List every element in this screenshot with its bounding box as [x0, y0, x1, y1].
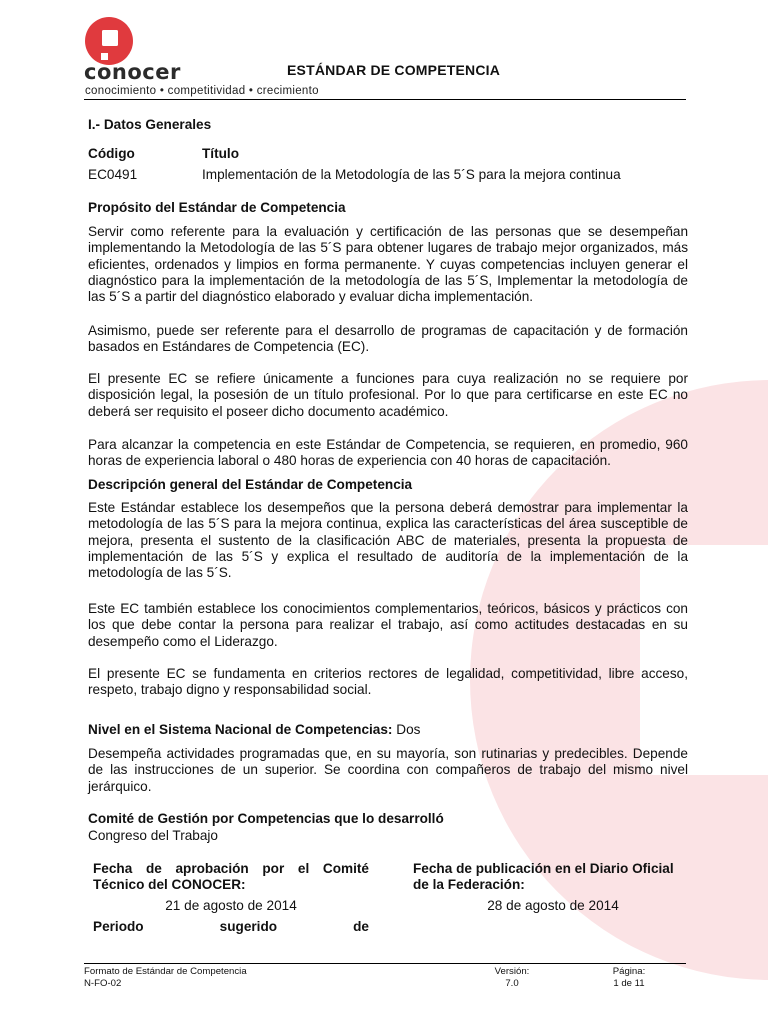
footer-version-value: 7.0: [505, 978, 519, 989]
codigo-label: Código: [88, 146, 135, 161]
logo-tagline: conocimiento • competitividad • crecimiento: [85, 85, 319, 97]
proposito-paragraph: El presente EC se refiere únicamente a funciones para cuya realización no se requiere por disposición legal, la posesión de un título profesional. Por lo que para certificarse en este EC no deberá ser requisito el poseer dicho documento académico.: [88, 371, 688, 419]
footer-format-name: Formato de Estándar de Competencia: [84, 966, 247, 977]
section-heading-proposito: Propósito del Estándar de Competencia: [88, 200, 346, 215]
section-heading-descripcion: Descripción general del Estándar de Competencia: [88, 477, 413, 492]
descripcion-paragraph: Este EC también establece los conocimientos complementarios, teóricos, básicos y prácticos con los que debe contar la persona para realizar el trabajo, así como actitudes destacadas en su desempeño como el Liderazgo.: [88, 601, 688, 649]
nivel-description: Desempeña actividades programadas que, en su mayoría, son rutinarias y predecibles. Depende de las instrucciones de un superior. Se coordina con compañeros de trabajo del mismo nivel jerárquico.: [88, 746, 688, 794]
periodo-label: Periodo sugerido de: [93, 919, 369, 934]
nivel-label: Nivel en el Sistema Nacional de Competencias:: [88, 722, 393, 737]
fecha-aprobacion-value: 21 de agosto de 2014: [165, 898, 297, 913]
footer-page-label: Página:: [612, 966, 646, 977]
header-divider: [84, 99, 686, 100]
section-heading-nivel: [88, 722, 420, 738]
fecha-publicacion-value: 28 de agosto de 2014: [487, 898, 619, 913]
titulo-label: Título: [202, 146, 239, 161]
titulo-value: Implementación de la Metodología de las 5´S para la mejora continua: [202, 167, 621, 182]
comite-value: Congreso del Trabajo: [88, 828, 218, 843]
proposito-paragraph: Servir como referente para la evaluación y certificación de las personas que se desempeñan implementando la Metodología de las 5´S para obtener lugares de trabajo mejor organizados, más eficientes, ordenados y limpios en forma permanente. Y cuyas competencias incluyen generar el diagnóstico para la implementación de la metodología de las 5´S, Implementar la metodología de las 5´S a partir del diagnóstico elaborado y evaluar dicha implementación.: [88, 224, 688, 305]
descripcion-paragraph: Este Estándar establece los desempeños que la persona deberá demostrar para implementar la metodología de las 5´S para la mejora continua, explica las características del área susceptible de mejora, presenta el sustento de la clasificación ABC de materiales, presenta la propuesta de implementación de las 5´S y explica el resultado de auditoría de la implementación de la metodología de las 5´S.: [88, 500, 688, 581]
fecha-publicacion-label: Fecha de publicación en el Diario Oficial de la Federación:: [413, 861, 674, 893]
fecha-aprobacion-label: Fecha de aprobación por el Comité Técnico del CONOCER:: [93, 861, 369, 893]
descripcion-paragraph: El presente EC se fundamenta en criterios rectores de legalidad, competitividad, libre acceso, respeto, trabajo digno y responsabilidad social.: [88, 666, 688, 698]
logo-wordmark: conocer: [84, 60, 181, 84]
nivel-value: Dos: [396, 722, 421, 737]
proposito-paragraph: Para alcanzar la competencia en este Estándar de Competencia, se requieren, en promedio, 960 horas de experiencia laboral o 480 horas de experiencia con 40 horas de capacitación.: [88, 437, 688, 469]
footer-version-label: Versión:: [494, 966, 530, 977]
footer-format-code: N-FO-02: [84, 978, 122, 989]
proposito-paragraph: Asimismo, puede ser referente para el desarrollo de programas de capacitación y de formación basados en Estándares de Competencia (EC).: [88, 323, 688, 355]
document-title: ESTÁNDAR DE COMPETENCIA: [287, 62, 501, 78]
section-heading-datos-generales: I.- Datos Generales: [88, 117, 212, 132]
footer-page-value: 1 de 11: [613, 978, 645, 989]
section-heading-comite: Comité de Gestión por Competencias que lo desarrolló: [88, 811, 444, 826]
footer-divider: [84, 963, 686, 964]
codigo-value: EC0491: [88, 167, 138, 182]
conocer-logo-icon: [84, 16, 134, 66]
